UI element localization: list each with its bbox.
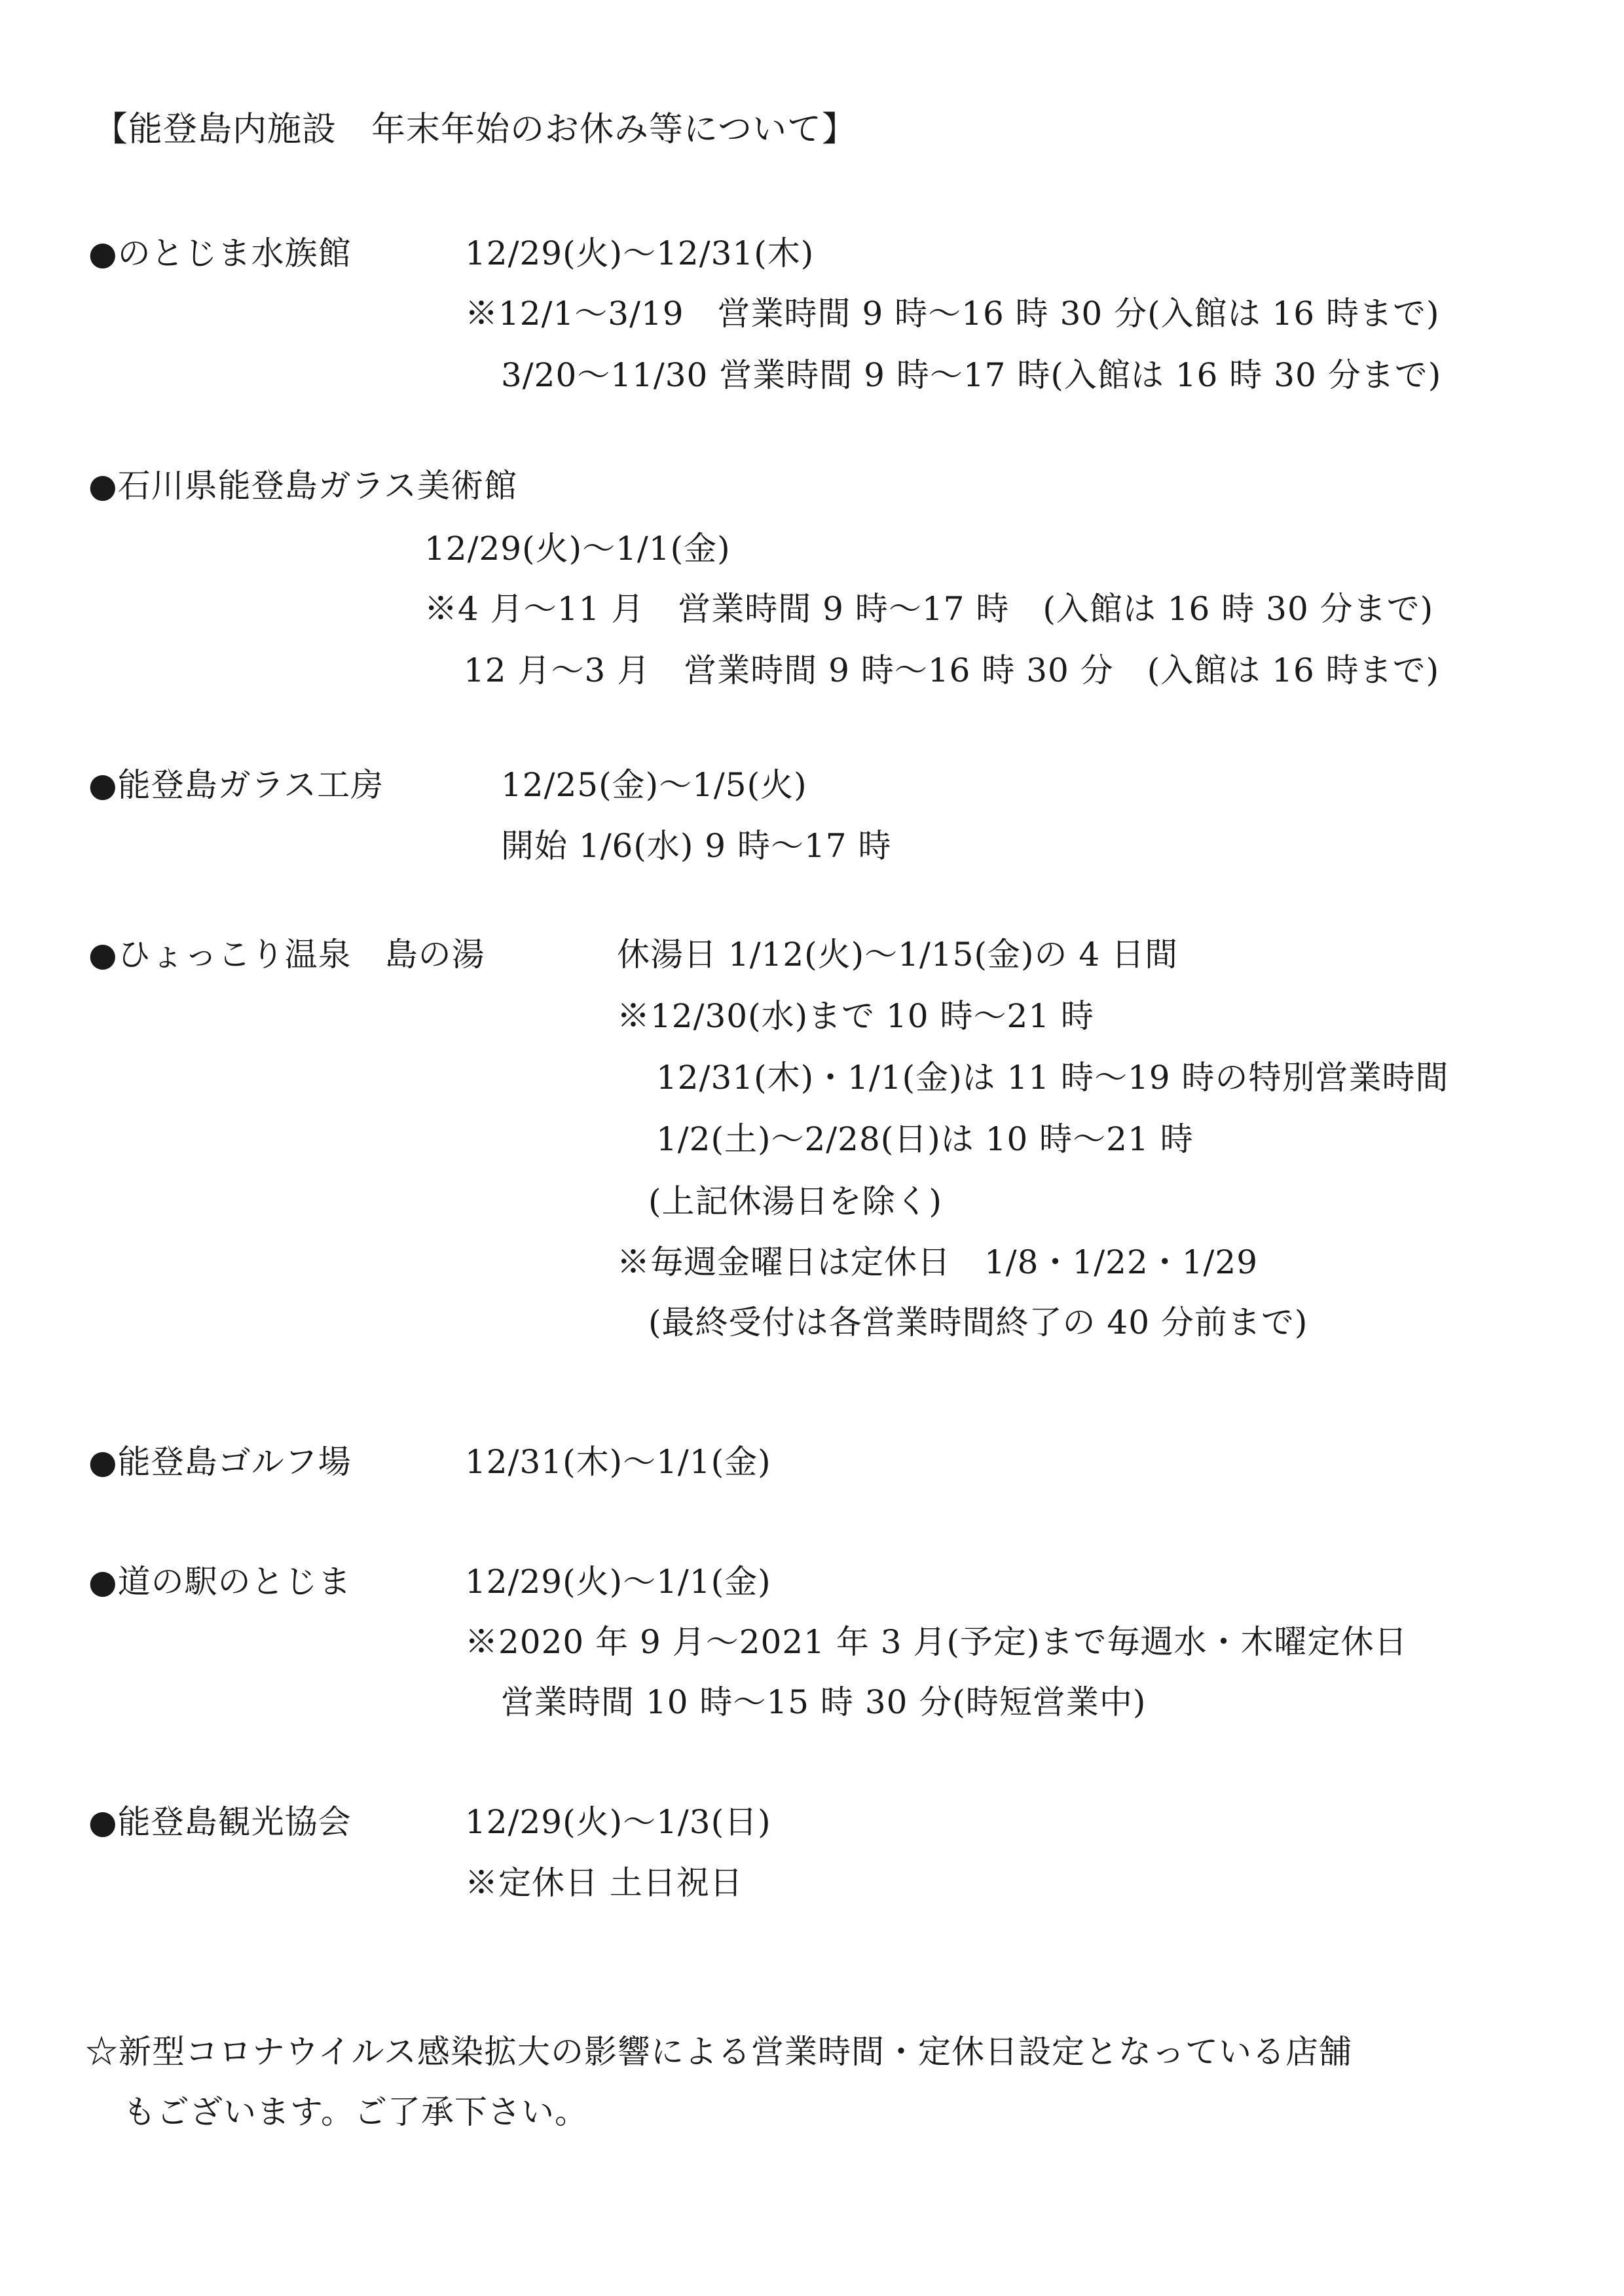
- facility-note: ※2020 年 9 月〜2021 年 3 月(予定)まで毎週水・木曜定休日: [465, 1623, 1408, 1661]
- facility-note: ※12/1〜3/19 営業時間 9 時〜16 時 30 分(入館は 16 時まで): [465, 295, 1440, 333]
- facility-closure-roadside-station: 12/29(火)〜1/1(金): [465, 1563, 771, 1601]
- facility-note: 3/20〜11/30 営業時間 9 時〜17 時(入館は 16 時 30 分まで): [501, 356, 1442, 394]
- facility-closure-tourism-association: 12/29(火)〜1/3(日): [465, 1803, 771, 1841]
- facility-closure-aquarium: 12/29(火)〜12/31(木): [465, 234, 815, 272]
- facility-name-onsen: ●ひょっこり温泉 島の湯: [88, 936, 485, 974]
- facility-note: ※毎週金曜日は定休日 1/8・1/22・1/29: [617, 1243, 1259, 1281]
- footer-note-line: もございます。ご了承下さい。: [123, 2093, 588, 2131]
- facility-name-glass-museum: ●石川県能登島ガラス美術館: [88, 467, 518, 505]
- facility-name-glass-studio: ●能登島ガラス工房: [88, 766, 384, 804]
- facility-closure-onsen: 休湯日 1/12(火)〜1/15(金)の 4 日間: [617, 936, 1179, 974]
- facility-closure-golf: 12/31(木)〜1/1(金): [465, 1443, 771, 1481]
- facility-note: ※定休日 土日祝日: [465, 1864, 743, 1902]
- facility-note: 12/31(木)・1/1(金)は 11 時〜19 時の特別営業時間: [656, 1059, 1449, 1097]
- facility-name-tourism-association: ●能登島観光協会: [88, 1803, 352, 1841]
- facility-note: 1/2(土)〜2/28(日)は 10 時〜21 時: [656, 1120, 1194, 1158]
- document-title: 【能登島内施設 年末年始のお休み等について】: [94, 110, 857, 149]
- facility-note: 開始 1/6(水) 9 時〜17 時: [501, 827, 892, 865]
- facility-name-golf: ●能登島ゴルフ場: [88, 1443, 352, 1481]
- facility-note: (上記休湯日を除く): [648, 1182, 943, 1220]
- facility-note: ※4 月〜11 月 営業時間 9 時〜17 時 (入館は 16 時 30 分まで): [424, 590, 1434, 628]
- facility-name-aquarium: ●のとじま水族館: [88, 234, 352, 272]
- facility-note: (最終受付は各営業時間終了の 40 分前まで): [648, 1303, 1308, 1341]
- facility-note: 12 月〜3 月 営業時間 9 時〜16 時 30 分 (入館は 16 時まで): [464, 651, 1440, 689]
- facility-name-roadside-station: ●道の駅のとじま: [88, 1563, 352, 1601]
- facility-note: 営業時間 10 時〜15 時 30 分(時短営業中): [501, 1683, 1147, 1721]
- facility-closure-glass-museum: 12/29(火)〜1/1(金): [424, 530, 731, 568]
- facility-note: ※12/30(水)まで 10 時〜21 時: [617, 997, 1095, 1035]
- facility-closure-glass-studio: 12/25(金)〜1/5(火): [501, 766, 807, 804]
- footer-note-line: ☆新型コロナウイルス感染拡大の影響による営業時間・定休日設定となっている店舗: [85, 2033, 1352, 2071]
